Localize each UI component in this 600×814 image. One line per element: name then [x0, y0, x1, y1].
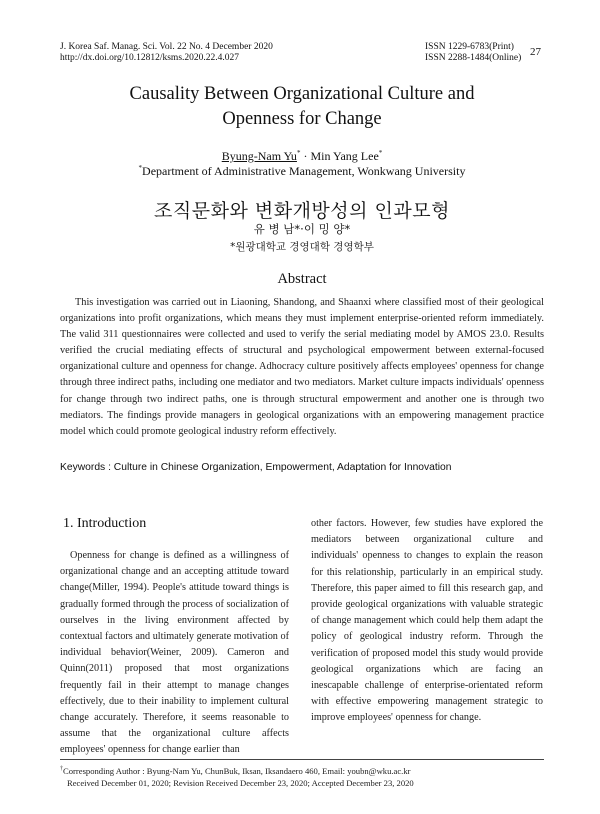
- author-list: [60, 149, 544, 164]
- footnote-received-dates: Received December 01, 2020; Revision Received December 23, 2020; Accepted December 23, 2020: [67, 778, 414, 789]
- author-mark: *: [296, 149, 301, 157]
- page-number: 27: [530, 46, 541, 58]
- running-header-left: [60, 42, 273, 64]
- paper-title: [60, 82, 544, 132]
- footnote: [60, 763, 414, 790]
- korean-authors: 유 병 남*·이 밍 양*: [253, 222, 351, 236]
- doi-link[interactable]: http://dx.doi.org/10.12812/ksms.2020.22.4.027: [60, 53, 240, 63]
- korean-affiliation: *원광대학교 경영대학 경영학부: [230, 241, 374, 253]
- issn-online: ISSN 2288-1484(Online): [425, 53, 522, 63]
- author-affiliation: [60, 164, 544, 179]
- author-separator: ·: [300, 149, 311, 163]
- author-name-first: Byung-Nam Yu: [221, 149, 297, 163]
- journal-citation: J. Korea Saf. Manag. Sci. Vol. 22 No. 4 December 2020: [60, 42, 273, 52]
- section-heading-introduction: 1. Introduction: [63, 516, 147, 531]
- author-name-second: Min Yang Lee: [310, 149, 379, 163]
- introduction-left-column: [60, 548, 289, 759]
- affiliation-mark: *: [138, 164, 143, 172]
- footnote-divider: [60, 759, 544, 760]
- issn-print: ISSN 1229-6783(Print): [425, 42, 514, 52]
- abstract-heading: Abstract: [277, 271, 327, 287]
- affiliation-text: Department of Administrative Management, Wonkwang University: [142, 164, 466, 178]
- introduction-paragraph-2: other factors. However, few studies have explored the mediators between organizational culture and individuals' openness to changes to explain the reason for this relationship, particularly in an empirical study. Therefore, this paper aimed to fill this research gap, and provide geological organizations with valuable strategic of change management which could help them adapt the policy of geological industry reform. Through the verification of proposed model this study would provide geological organizations which are facing an inescapable challenge of enterprise-orientated reform with effective empowering management strategic to improve employees' openness for change.: [311, 518, 543, 724]
- abstract-text: This investigation was carried out in Liaoning, Shandong, and Shaanxi where classified most of their geological organizations into profit organizations, which means they must implement enterprise-oriented reform immediately. The valid 311 questionnaires were collected and used to verify the serial mediating model by AMOS 23.0. Results verified the crucial mediating effects of structural and psychological empowerment between external-focused organizational culture and openness for change. Adhocracy culture positively affects employees' openness for change through three indirect paths, including one mediator and two mediators. Market culture impacts individuals' openness for change through two indirect paths, one is through structural empowerment and another one is through two mediators. The findings provide managers in geological organizations with an empowering management practice model which could promote geological industry reform effectively.: [60, 297, 544, 437]
- footnote-corresponding-author: Corresponding Author : Byung-Nam Yu, ChunBuk, Iksan, Iksandaero 460, Email: youbn@wku.ac.kr: [63, 765, 411, 776]
- author-mark-2: *: [378, 149, 383, 157]
- footnote-mark: †: [60, 766, 63, 772]
- running-header-right: [425, 42, 521, 64]
- introduction-right-column: [311, 516, 543, 727]
- korean-title: 조직문화와 변화개방성의 인과모형: [154, 200, 450, 222]
- paper-title-line-2: Openness for Change: [222, 109, 382, 129]
- keywords-line: Keywords : Culture in Chinese Organization, Empowerment, Adaptation for Innovation: [60, 462, 452, 473]
- paper-title-line-1: Causality Between Organizational Culture and: [129, 84, 475, 104]
- introduction-paragraph-1: Openness for change is defined as a willingness of organizational change and an accepting attitude toward change(Miller, 1994). People's attitude toward things is gradually formed through the process of socialization of ourselves in the living environment affected by contextual factors and ultimately generate motivation of individual behavior(Weiner, 2009). Cameron and Quinn(2011) proposed that most organizations frequently fail in their attempt to manage changes effectively, due to their inability to implement cultural change accurately. Therefore, it seems reasonable to assume that the organizational culture affects employees' openness for change earlier than: [60, 550, 289, 756]
